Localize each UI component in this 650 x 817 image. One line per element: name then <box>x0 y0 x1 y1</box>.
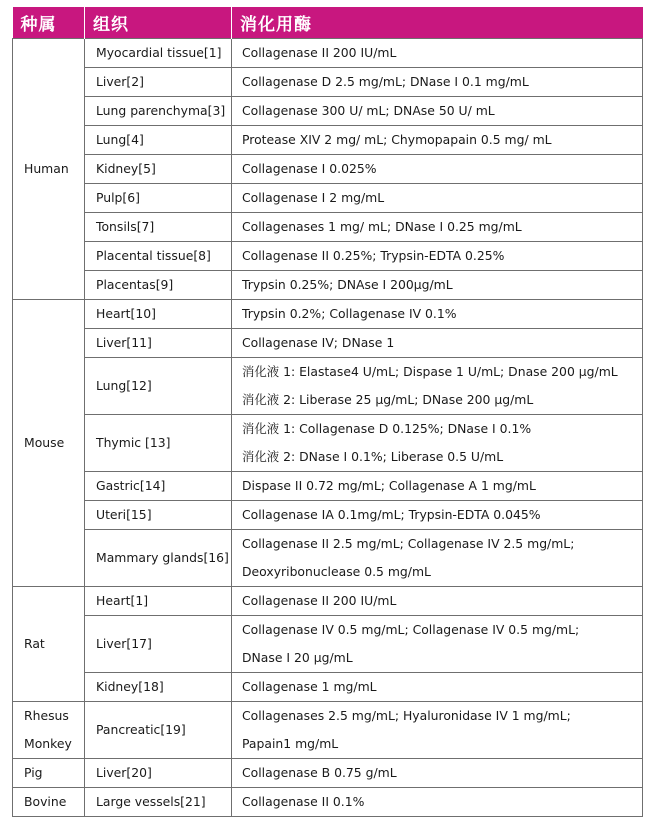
tissue-cell: Kidney[18] <box>85 673 232 702</box>
header-tissue: 组织 <box>85 7 232 39</box>
tissue-cell: Lung parenchyma[3] <box>85 97 232 126</box>
table-row <box>13 616 643 673</box>
enzyme-cell: Collagenase II 200 IU/mL <box>232 587 643 616</box>
table-row <box>13 587 643 616</box>
enzyme-cell: Collagenase 300 U/ mL; DNAse 50 U/ mL <box>232 97 643 126</box>
table-row <box>13 213 643 242</box>
enzyme-cell: Collagenase B 0.75 g/mL <box>232 759 643 788</box>
tissue-cell: Placental tissue[8] <box>85 242 232 271</box>
tissue-cell: Large vessels[21] <box>85 788 232 817</box>
header-species: 种属 <box>13 7 85 39</box>
enzyme-cell: Collagenase II 0.25%; Trypsin-EDTA 0.25% <box>232 242 643 271</box>
tissue-cell: Placentas[9] <box>85 271 232 300</box>
table-row <box>13 97 643 126</box>
enzyme-cell: Collagenase IV; DNase 1 <box>232 329 643 358</box>
species-cell-rhesus-monkey <box>13 702 85 759</box>
tissue-cell: Tonsils[7] <box>85 213 232 242</box>
header-enzyme: 消化用酶 <box>232 7 643 39</box>
tissue-cell: Liver[17] <box>85 616 232 673</box>
tissue-cell: Heart[10] <box>85 300 232 329</box>
enzyme-cell <box>232 530 643 587</box>
enzyme-cell: Trypsin 0.25%; DNAse I 200µg/mL <box>232 271 643 300</box>
table-row <box>13 415 643 472</box>
species-line: Rhesus <box>24 708 69 723</box>
species-line: Monkey <box>24 736 72 751</box>
enzyme-cell: Collagenase IA 0.1mg/mL; Trypsin-EDTA 0.045% <box>232 501 643 530</box>
enzyme-line: Collagenase II 2.5 mg/mL; Collagenase IV 2.5 mg/mL; <box>242 536 575 551</box>
enzyme-line: 消化液 2: DNase I 0.1%; Liberase 0.5 U/mL <box>242 449 504 464</box>
enzyme-line: 消化液 2: Liberase 25 µg/mL; DNase 200 µg/mL <box>242 392 534 407</box>
table-row <box>13 184 643 213</box>
table-row <box>13 126 643 155</box>
species-cell-mouse: Mouse <box>13 300 85 587</box>
table-row <box>13 530 643 587</box>
table-row <box>13 271 643 300</box>
tissue-cell: Uteri[15] <box>85 501 232 530</box>
tissue-cell: Lung[12] <box>85 358 232 415</box>
tissue-cell: Liver[20] <box>85 759 232 788</box>
table-row <box>13 155 643 184</box>
table-row <box>13 702 643 759</box>
enzyme-cell <box>232 616 643 673</box>
tissue-cell: Thymic [13] <box>85 415 232 472</box>
tissue-cell: Kidney[5] <box>85 155 232 184</box>
enzyme-line: Collagenases 2.5 mg/mL; Hyaluronidase IV 1 mg/mL; <box>242 708 571 723</box>
enzyme-cell <box>232 358 643 415</box>
table-row <box>13 242 643 271</box>
table-row <box>13 68 643 97</box>
tissue-cell: Myocardial tissue[1] <box>85 39 232 68</box>
table-row <box>13 501 643 530</box>
enzyme-cell: Collagenase II 200 IU/mL <box>232 39 643 68</box>
enzyme-line: Deoxyribonuclease 0.5 mg/mL <box>242 564 431 579</box>
tissue-cell: Gastric[14] <box>85 472 232 501</box>
enzyme-table <box>12 7 643 817</box>
enzyme-cell: Collagenase D 2.5 mg/mL; DNase I 0.1 mg/mL <box>232 68 643 97</box>
enzyme-line: DNase I 20 µg/mL <box>242 650 353 665</box>
enzyme-cell: Collagenase I 0.025% <box>232 155 643 184</box>
enzyme-cell: Dispase II 0.72 mg/mL; Collagenase A 1 mg/mL <box>232 472 643 501</box>
enzyme-cell <box>232 702 643 759</box>
tissue-cell: Mammary glands[16] <box>85 530 232 587</box>
enzyme-table-container <box>12 7 642 817</box>
table-row <box>13 39 643 68</box>
table-row <box>13 300 643 329</box>
enzyme-line: 消化液 1: Collagenase D 0.125%; DNase I 0.1% <box>242 421 532 436</box>
header-row <box>13 7 643 39</box>
tissue-cell: Pulp[6] <box>85 184 232 213</box>
enzyme-cell: Trypsin 0.2%; Collagenase IV 0.1% <box>232 300 643 329</box>
enzyme-cell: Collagenase II 0.1% <box>232 788 643 817</box>
tissue-cell: Heart[1] <box>85 587 232 616</box>
table-row <box>13 673 643 702</box>
enzyme-cell: Collagenases 1 mg/ mL; DNase I 0.25 mg/mL <box>232 213 643 242</box>
enzyme-line: Collagenase IV 0.5 mg/mL; Collagenase IV 0.5 mg/mL; <box>242 622 580 637</box>
tissue-cell: Liver[11] <box>85 329 232 358</box>
species-cell-rat: Rat <box>13 587 85 702</box>
enzyme-line: 消化液 1: Elastase4 U/mL; Dispase 1 U/mL; Dnase 200 µg/mL <box>242 364 618 379</box>
species-cell-pig: Pig <box>13 759 85 788</box>
table-row <box>13 358 643 415</box>
table-row <box>13 472 643 501</box>
table-row <box>13 759 643 788</box>
enzyme-cell: Collagenase 1 mg/mL <box>232 673 643 702</box>
enzyme-line: Papain1 mg/mL <box>242 736 339 751</box>
table-row <box>13 329 643 358</box>
tissue-cell: Lung[4] <box>85 126 232 155</box>
enzyme-cell: Collagenase I 2 mg/mL <box>232 184 643 213</box>
table-row <box>13 788 643 817</box>
species-cell-bovine: Bovine <box>13 788 85 817</box>
tissue-cell: Pancreatic[19] <box>85 702 232 759</box>
species-cell-human: Human <box>13 39 85 300</box>
enzyme-cell <box>232 415 643 472</box>
enzyme-cell: Protease XIV 2 mg/ mL; Chymopapain 0.5 mg/ mL <box>232 126 643 155</box>
tissue-cell: Liver[2] <box>85 68 232 97</box>
